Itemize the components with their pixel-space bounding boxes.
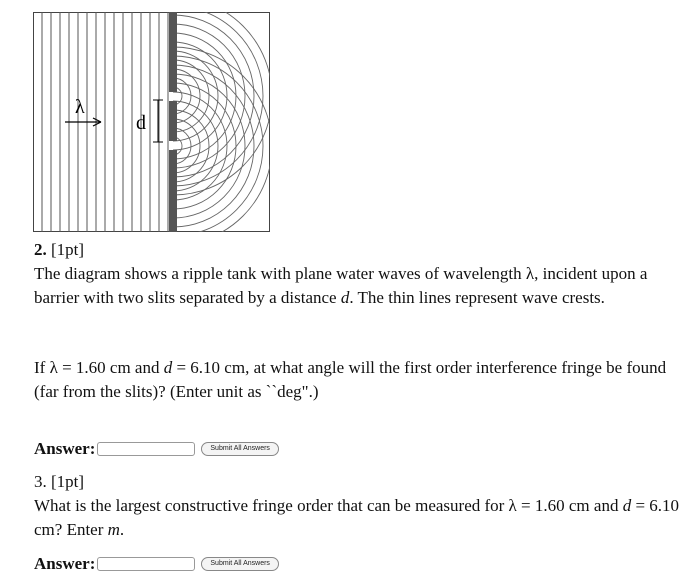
problem-3-question [34, 494, 694, 542]
problem-2-answer-input[interactable] [97, 442, 195, 456]
variable-d: d [163, 358, 173, 377]
barrier-top [169, 12, 177, 92]
problem-3-number: 3. [34, 472, 47, 491]
variable-d: d [340, 288, 350, 307]
problem-3-question-text: What is the largest constructive fringe order that can be measured for λ = 1.60 cm and [34, 496, 623, 515]
problem-2-answer-row [34, 437, 279, 461]
problem-3-question-text-mid: = 6.10 cm? Enter [34, 496, 680, 539]
problem-2-text: The diagram shows a ripple tank with plane water waves of wavelength λ, incident upon a barrier with two slits separated by a distance [34, 264, 648, 307]
problem-3-submit-button[interactable]: Submit All Answers [201, 557, 279, 571]
problem-3 [34, 470, 694, 542]
separation-label: d [136, 112, 146, 134]
problem-2-question-text-end: = 6.10 cm, at what angle will the first order interference fringe be found (far from the slits)? (Enter unit as ``deg".) [34, 358, 667, 401]
problem-2-points: [1pt] [51, 240, 85, 259]
problem-2-question [34, 356, 694, 404]
problem-2 [34, 238, 694, 310]
variable-d: d [622, 496, 632, 515]
barrier-bottom [169, 150, 177, 232]
problem-2-question-text: If λ = 1.60 cm and [34, 358, 164, 377]
barrier-middle [169, 101, 177, 141]
variable-m: m [107, 520, 120, 539]
ripple-tank-diagram [33, 12, 270, 232]
problem-2-submit-button[interactable]: Submit All Answers [201, 442, 279, 456]
problem-3-points: [1pt] [51, 472, 85, 491]
problem-2-description [34, 262, 694, 310]
problem-3-question-text-end: . [119, 520, 125, 539]
problem-2-number: 2. [34, 240, 47, 259]
problem-3-header [34, 470, 694, 494]
problem-2-text-end: . The thin lines represent wave crests. [349, 288, 605, 307]
problem-3-answer-row [34, 552, 279, 576]
problem-2-answer-label: Answer: [34, 439, 96, 458]
wavelength-label: λ [75, 96, 85, 118]
problem-3-answer-label: Answer: [34, 554, 96, 573]
problem-2-header [34, 238, 694, 262]
problem-3-answer-input[interactable] [97, 557, 195, 571]
